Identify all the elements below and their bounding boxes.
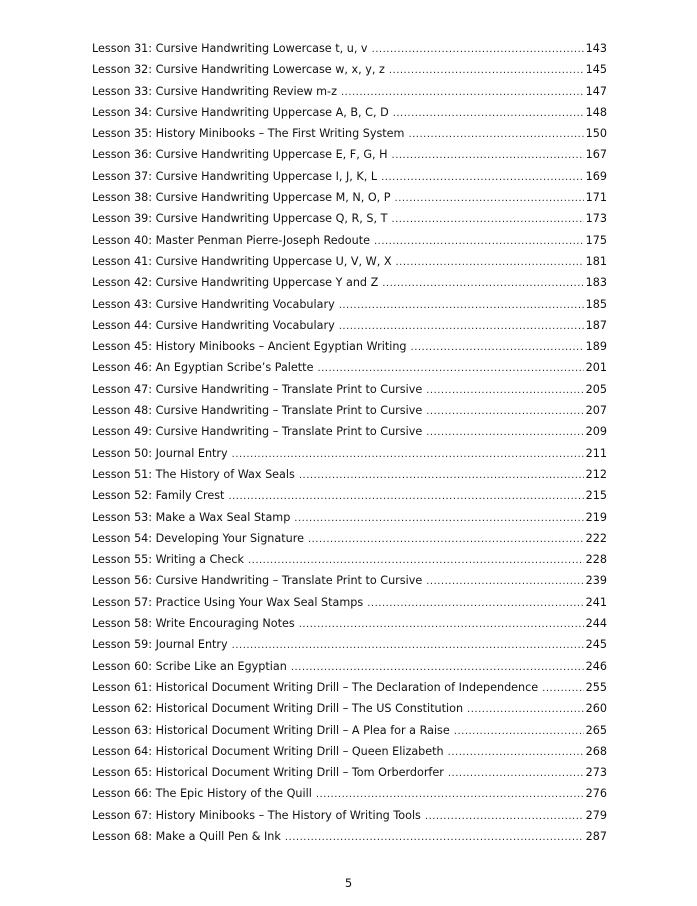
toc-entry-title: Lesson 39: Cursive Handwriting Uppercase Q, R, S, T: [92, 212, 388, 226]
toc-entry-page: 169: [585, 169, 607, 183]
toc-entry-page: 212: [585, 467, 607, 481]
toc-entry: [92, 336, 607, 357]
page-number: 5: [344, 876, 353, 890]
dot-leader: [448, 742, 584, 763]
toc-entry: [92, 208, 607, 229]
dot-leader: [426, 571, 583, 592]
dot-leader: [467, 699, 584, 720]
toc-entry-page: 181: [585, 254, 607, 268]
dot-leader: [248, 550, 584, 571]
toc-entry-page: 255: [585, 680, 607, 694]
toc-entry-title: Lesson 48: Cursive Handwriting – Translate Print to Cursive: [92, 404, 423, 418]
toc-entry: [92, 656, 607, 677]
dot-leader: [448, 763, 584, 784]
toc-entry-title: Lesson 52: Family Crest: [92, 489, 225, 503]
dot-leader: [299, 614, 584, 635]
toc-entry: [92, 826, 607, 847]
toc-entry: [92, 677, 607, 698]
toc-entry: [92, 294, 607, 315]
toc-entry-title: Lesson 59: Journal Entry: [92, 638, 228, 652]
toc-entry-page: 185: [585, 297, 607, 311]
dot-leader: [411, 337, 584, 358]
toc-entry: [92, 357, 607, 378]
toc-entry-title: Lesson 33: Cursive Handwriting Review m-z: [92, 84, 337, 98]
toc-entry-page: 260: [585, 702, 607, 716]
toc-entry-title: Lesson 66: The Epic History of the Quill: [92, 787, 312, 801]
toc-entry: [92, 507, 607, 528]
toc-entry: [92, 443, 607, 464]
toc-entry-title: Lesson 46: An Egyptian Scribe’s Palette: [92, 361, 314, 375]
toc-entry: [92, 59, 607, 80]
toc-entry-page: 273: [585, 766, 607, 780]
dot-leader: [374, 231, 584, 252]
toc-entry: [92, 81, 607, 102]
dot-leader: [316, 784, 584, 805]
toc-entry-title: Lesson 32: Cursive Handwriting Lowercase w, x, y, z: [92, 63, 385, 77]
toc-entry: [92, 720, 607, 741]
dot-leader: [372, 39, 584, 60]
dot-leader: [232, 635, 584, 656]
dot-leader: [454, 721, 584, 742]
toc-entry-page: 183: [585, 276, 607, 290]
dot-leader: [299, 465, 584, 486]
toc-entry: [92, 38, 607, 59]
toc-entry-title: Lesson 53: Make a Wax Seal Stamp: [92, 510, 291, 524]
dot-leader: [341, 82, 584, 103]
toc-entry-title: Lesson 50: Journal Entry: [92, 446, 228, 460]
toc-entry-page: 171: [585, 191, 607, 205]
toc-entry: [92, 805, 607, 826]
toc-entry-title: Lesson 67: History Minibooks – The History of Writing Tools: [92, 808, 421, 822]
toc-entry: [92, 762, 607, 783]
dot-leader: [285, 827, 584, 848]
dot-leader: [381, 167, 584, 188]
toc-entry-page: 222: [585, 531, 607, 545]
toc-entry-page: 245: [585, 638, 607, 652]
toc-entry-page: 268: [585, 744, 607, 758]
dot-leader: [542, 678, 583, 699]
toc-entry-page: 239: [585, 574, 607, 588]
dot-leader: [392, 145, 584, 166]
dot-leader: [395, 188, 584, 209]
toc-entry-title: Lesson 68: Make a Quill Pen & Ink: [92, 829, 281, 843]
dot-leader: [426, 422, 583, 443]
toc-entry-page: 187: [585, 318, 607, 332]
toc-entry: [92, 570, 607, 591]
toc-entry-title: Lesson 62: Historical Document Writing Drill – The US Constitution: [92, 702, 464, 716]
toc-entry-page: 145: [585, 63, 607, 77]
toc-entry: [92, 379, 607, 400]
toc-entry-page: 228: [585, 553, 607, 567]
dot-leader: [308, 529, 584, 550]
toc-entry-page: 173: [585, 212, 607, 226]
toc-entry-title: Lesson 58: Write Encouraging Notes: [92, 617, 295, 631]
dot-leader: [382, 273, 583, 294]
toc-entry-page: 244: [585, 617, 607, 631]
dot-leader: [291, 657, 584, 678]
toc-entry-page: 175: [585, 233, 607, 247]
toc-entry: [92, 230, 607, 251]
toc-entry: [92, 102, 607, 123]
toc-entry: [92, 549, 607, 570]
toc-entry-title: Lesson 45: History Minibooks – Ancient Egyptian Writing: [92, 340, 407, 354]
dot-leader: [317, 358, 583, 379]
toc-entry-title: Lesson 65: Historical Document Writing Drill – Tom Orberdorfer: [92, 766, 444, 780]
toc-entry-page: 211: [585, 446, 607, 460]
dot-leader: [389, 60, 584, 81]
toc-entry-page: 287: [585, 829, 607, 843]
dot-leader: [339, 295, 584, 316]
toc-entry: [92, 592, 607, 613]
toc-entry-title: Lesson 47: Cursive Handwriting – Translate Print to Cursive: [92, 382, 423, 396]
toc-entry: [92, 315, 607, 336]
toc-entry-title: Lesson 42: Cursive Handwriting Uppercase Y and Z: [92, 276, 379, 290]
toc-entry-title: Lesson 49: Cursive Handwriting – Translate Print to Cursive: [92, 425, 423, 439]
toc-entry-page: 148: [585, 105, 607, 119]
toc-entry: [92, 400, 607, 421]
toc-entry-title: Lesson 56: Cursive Handwriting – Translate Print to Cursive: [92, 574, 423, 588]
toc-entry-page: 219: [585, 510, 607, 524]
dot-leader: [294, 508, 583, 529]
toc-entry-title: Lesson 57: Practice Using Your Wax Seal Stamps: [92, 595, 364, 609]
toc-entry-page: 215: [585, 489, 607, 503]
table-of-contents: [92, 38, 607, 847]
toc-entry: [92, 485, 607, 506]
toc-entry: [92, 741, 607, 762]
toc-entry: [92, 251, 607, 272]
toc-entry: [92, 528, 607, 549]
toc-entry-page: 246: [585, 659, 607, 673]
toc-entry-title: Lesson 55: Writing a Check: [92, 553, 244, 567]
toc-entry: [92, 421, 607, 442]
toc-entry-title: Lesson 40: Master Penman Pierre-Joseph Redoute: [92, 233, 370, 247]
toc-entry-page: 207: [585, 404, 607, 418]
dot-leader: [393, 103, 584, 124]
toc-entry-title: Lesson 41: Cursive Handwriting Uppercase U, V, W, X: [92, 254, 392, 268]
dot-leader: [228, 486, 583, 507]
toc-entry-title: Lesson 60: Scribe Like an Egyptian: [92, 659, 287, 673]
toc-entry-title: Lesson 35: History Minibooks – The First Writing System: [92, 127, 405, 141]
toc-entry-page: 276: [585, 787, 607, 801]
toc-entry-page: 279: [585, 808, 607, 822]
toc-entry-title: Lesson 64: Historical Document Writing Drill – Queen Elizabeth: [92, 744, 444, 758]
toc-entry: [92, 698, 607, 719]
toc-entry: [92, 464, 607, 485]
toc-entry-page: 205: [585, 382, 607, 396]
toc-entry: [92, 166, 607, 187]
toc-entry-title: Lesson 54: Developing Your Signature: [92, 531, 304, 545]
toc-entry: [92, 187, 607, 208]
toc-entry-title: Lesson 38: Cursive Handwriting Uppercase M, N, O, P: [92, 191, 391, 205]
toc-entry-page: 189: [585, 340, 607, 354]
toc-entry: [92, 123, 607, 144]
dot-leader: [408, 124, 583, 145]
toc-entry-title: Lesson 36: Cursive Handwriting Uppercase E, F, G, H: [92, 148, 388, 162]
toc-entry-title: Lesson 34: Cursive Handwriting Uppercase A, B, C, D: [92, 105, 389, 119]
dot-leader: [425, 806, 584, 827]
toc-entry-page: 265: [585, 723, 607, 737]
toc-entry-page: 209: [585, 425, 607, 439]
toc-entry-title: Lesson 37: Cursive Handwriting Uppercase I, J, K, L: [92, 169, 378, 183]
toc-entry-page: 167: [585, 148, 607, 162]
dot-leader: [367, 593, 583, 614]
toc-entry-page: 143: [585, 42, 607, 55]
dot-leader: [391, 209, 583, 230]
toc-entry: [92, 783, 607, 804]
dot-leader: [426, 380, 583, 401]
toc-entry-page: 201: [585, 361, 607, 375]
dot-leader: [339, 316, 584, 337]
toc-entry-title: Lesson 31: Cursive Handwriting Lowercase t, u, v: [92, 42, 368, 55]
toc-entry-title: Lesson 51: The History of Wax Seals: [92, 467, 295, 481]
toc-entry-title: Lesson 43: Cursive Handwriting Vocabulary: [92, 297, 335, 311]
toc-entry-page: 147: [585, 84, 607, 98]
toc-entry: [92, 634, 607, 655]
toc-entry-page: 150: [585, 127, 607, 141]
toc-entry-title: Lesson 63: Historical Document Writing Drill – A Plea for a Raise: [92, 723, 450, 737]
toc-entry-page: 241: [585, 595, 607, 609]
dot-leader: [426, 401, 583, 422]
toc-entry: [92, 272, 607, 293]
dot-leader: [396, 252, 584, 273]
toc-entry-title: Lesson 44: Cursive Handwriting Vocabulary: [92, 318, 335, 332]
toc-entry-title: Lesson 61: Historical Document Writing Drill – The Declaration of Independence: [92, 680, 539, 694]
dot-leader: [232, 444, 584, 465]
toc-entry: [92, 144, 607, 165]
toc-entry: [92, 613, 607, 634]
